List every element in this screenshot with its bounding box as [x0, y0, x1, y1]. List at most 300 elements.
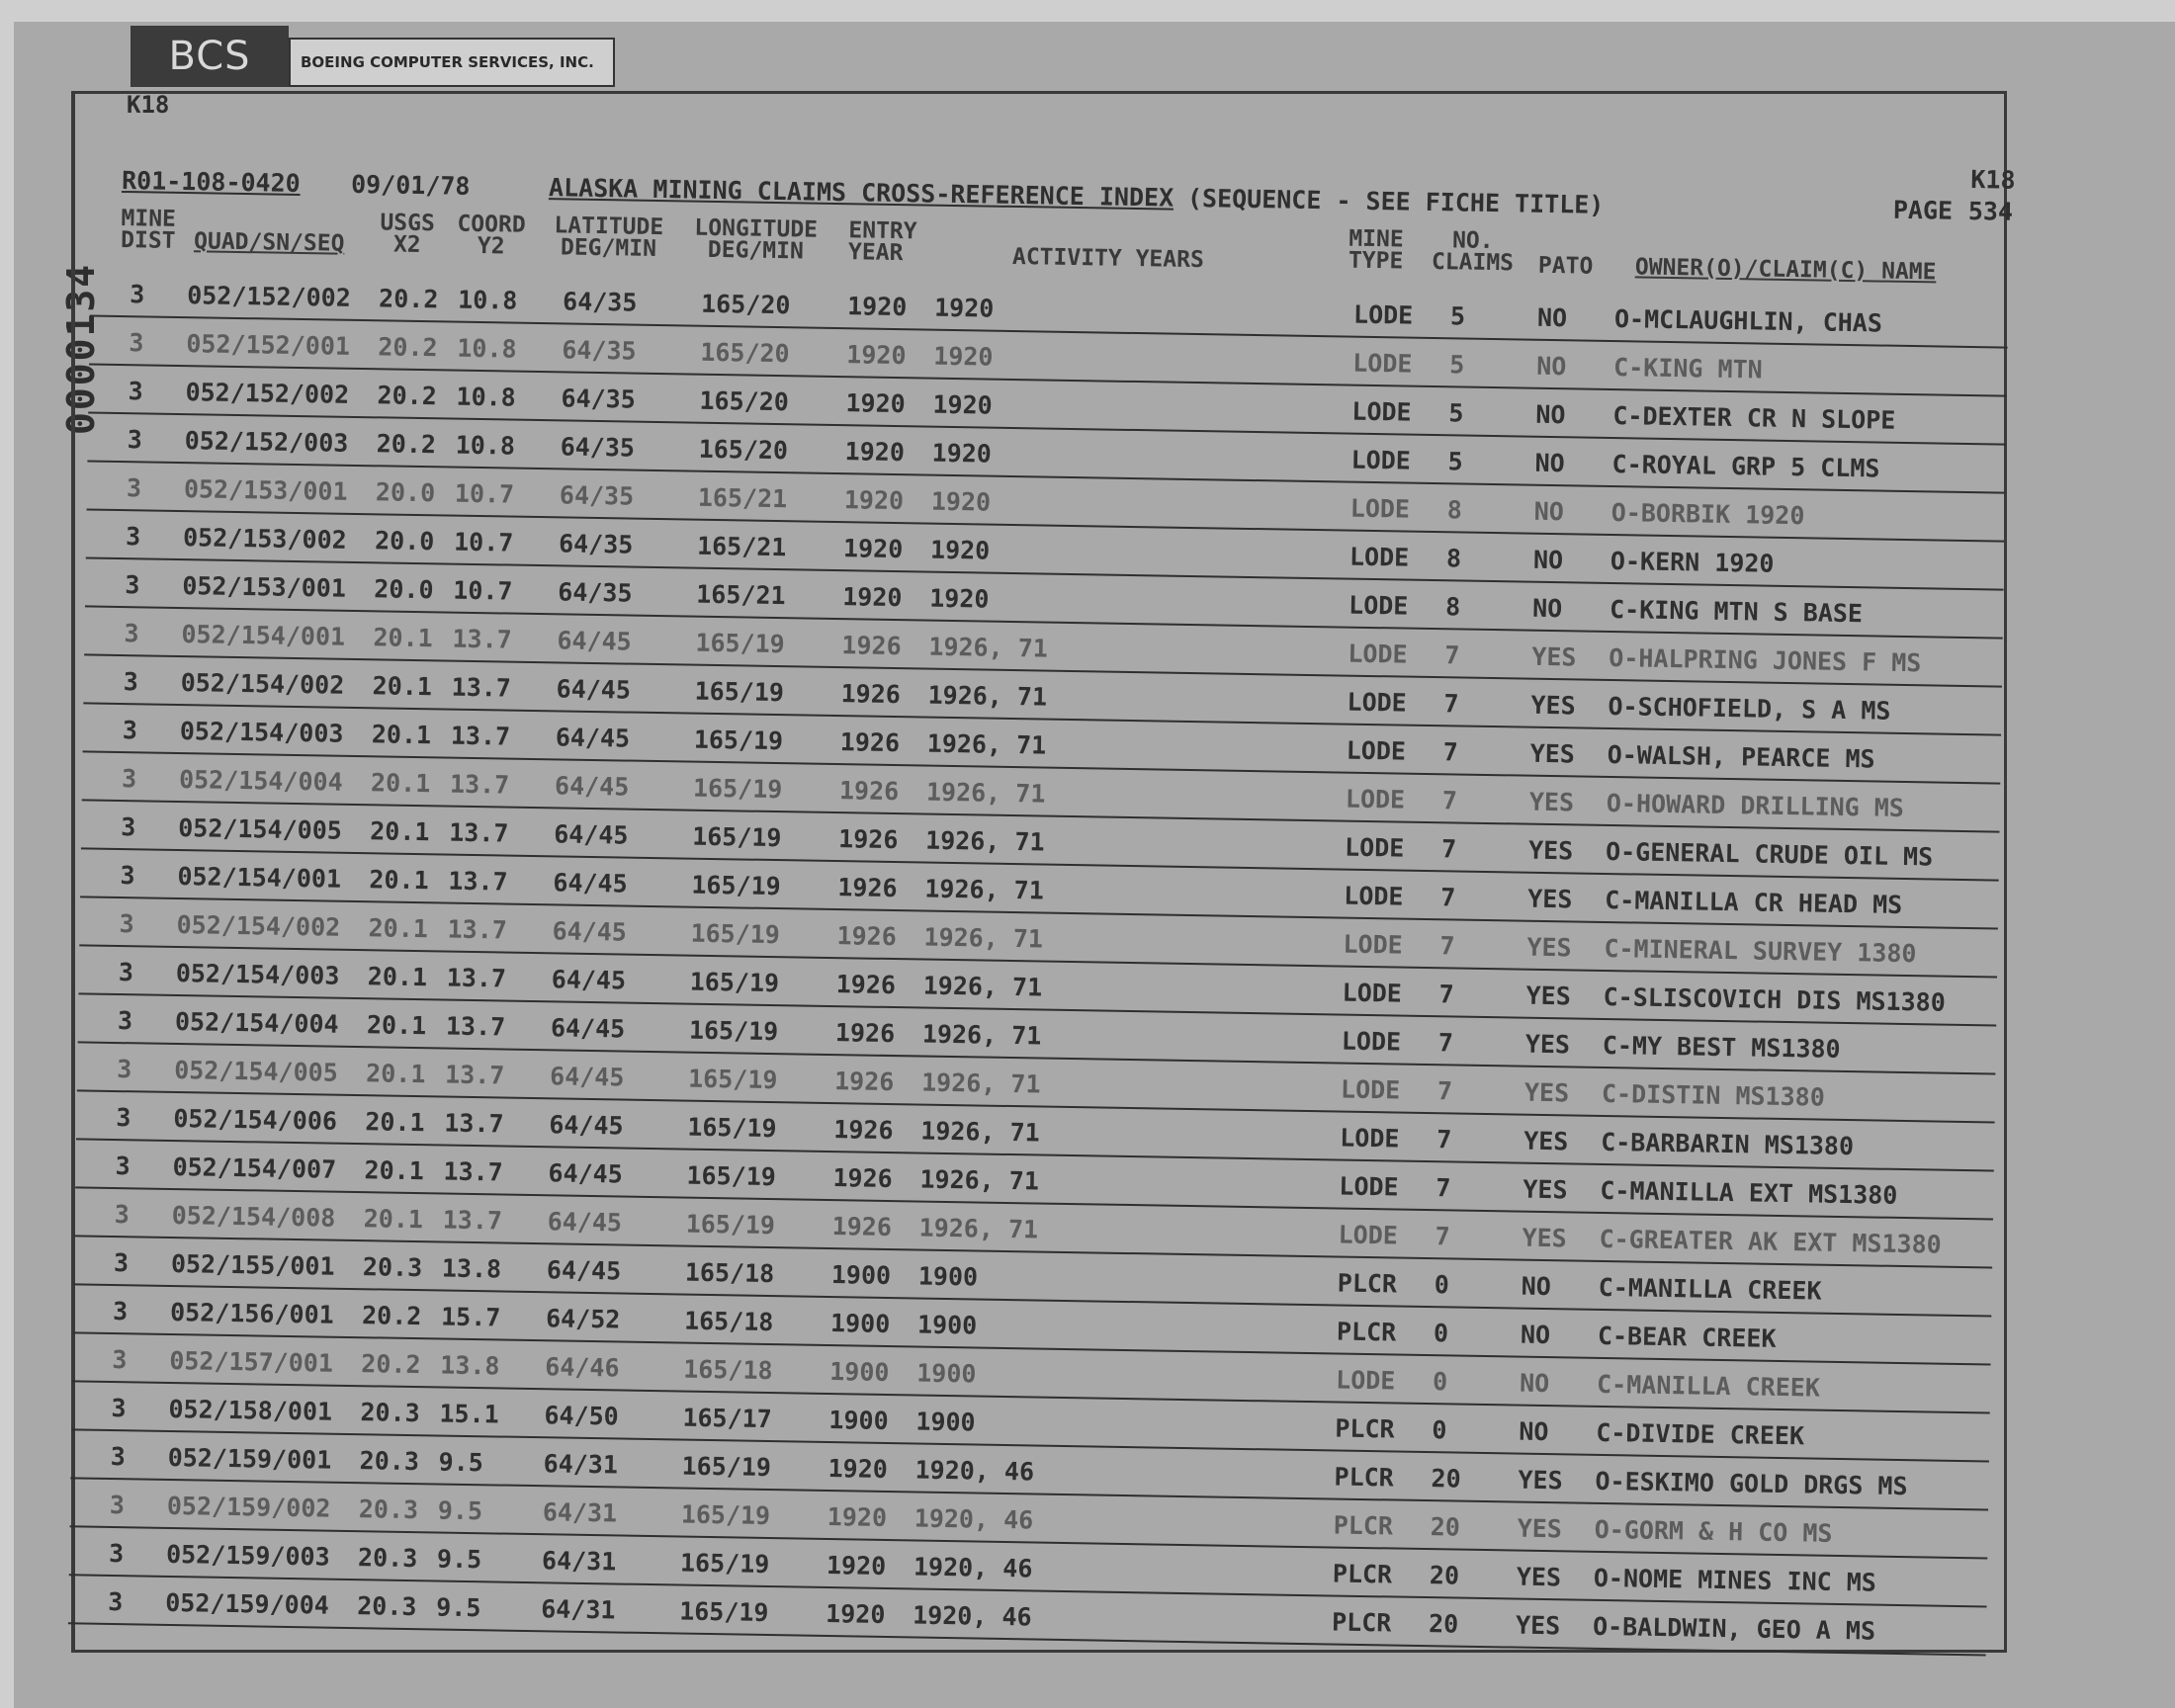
cell-quad: 052/154/004 [174, 1007, 339, 1039]
header-activity-years: ACTIVITY YEARS [1011, 243, 1205, 274]
cell-entry: 1926 [841, 631, 902, 661]
cell-claims: 20 [1429, 1561, 1460, 1590]
cell-x2: 20.0 [374, 526, 435, 556]
cell-quad: 052/153/001 [182, 571, 347, 603]
cell-claims: 0 [1434, 1270, 1450, 1300]
cell-x2: 20.2 [361, 1301, 422, 1331]
cell-type: LODE [1352, 299, 1414, 330]
cell-dist: 3 [115, 1152, 130, 1181]
cell-type: PLCR [1331, 1607, 1392, 1638]
cell-owner: C-MANILLA CREEK [1596, 1369, 1821, 1403]
cell-x2: 20.1 [365, 1107, 425, 1138]
cell-claims: 7 [1440, 834, 1457, 864]
cell-lat: 64/45 [547, 1207, 623, 1238]
cell-pato: YES [1526, 932, 1572, 963]
cell-pato: YES [1515, 1610, 1561, 1641]
cell-dist: 3 [117, 1006, 133, 1036]
cell-lat: 64/45 [553, 819, 629, 850]
cell-owner: O-BALDWIN, GEO A MS [1592, 1611, 1876, 1646]
cell-owner: C-MANILLA CR HEAD MS [1605, 885, 1903, 919]
cell-claims: 8 [1446, 495, 1463, 525]
cell-entry: 1920 [845, 388, 906, 419]
cell-pato: YES [1529, 738, 1576, 769]
cell-owner: O-NOME MINES INC MS [1593, 1563, 1877, 1597]
cell-activity: 1920, 46 [913, 1552, 1033, 1583]
cell-owner: O-GORM & H CO MS [1594, 1514, 1833, 1548]
cell-y2: 13.7 [448, 817, 509, 848]
cell-y2: 10.8 [455, 430, 516, 461]
cell-owner: O-SCHOFIELD, S A MS [1608, 691, 1891, 726]
cell-quad: 052/154/007 [172, 1152, 337, 1184]
cell-lon: 165/18 [683, 1306, 774, 1337]
cell-type: PLCR [1332, 1559, 1393, 1589]
cell-x2: 20.1 [368, 913, 429, 944]
header-longitude: LONGITUDE DEG/MIN [694, 214, 819, 265]
cell-lat: 64/45 [555, 723, 631, 753]
cell-claims: 7 [1442, 737, 1459, 767]
cell-y2: 10.7 [453, 527, 514, 557]
cell-quad: 052/159/004 [165, 1587, 330, 1620]
cell-dist: 3 [118, 958, 134, 987]
cell-lat: 64/45 [548, 1158, 624, 1189]
cell-lat: 64/45 [556, 674, 632, 705]
cell-quad: 052/154/003 [179, 717, 344, 748]
cell-pato: YES [1530, 690, 1576, 721]
cell-owner: O-MCLAUGHLIN, CHAS [1613, 304, 1883, 338]
cell-dist: 3 [116, 1103, 131, 1133]
cell-claims: 7 [1438, 980, 1454, 1009]
cell-lon: 165/19 [691, 821, 782, 853]
cell-quad: 052/154/002 [180, 668, 345, 700]
cell-claims: 7 [1441, 786, 1458, 815]
cell-quad: 052/158/001 [168, 1394, 333, 1426]
cell-quad: 052/156/001 [169, 1297, 334, 1329]
cell-activity: 1920, 46 [912, 1600, 1032, 1632]
cell-x2: 20.2 [378, 284, 439, 314]
cell-lon: 165/19 [681, 1451, 772, 1483]
cell-lat: 64/35 [562, 335, 637, 366]
report-page [97, 128, 2030, 1682]
cell-quad: 052/154/004 [178, 765, 343, 797]
cell-quad: 052/154/001 [181, 620, 346, 651]
cell-entry: 1926 [831, 1212, 893, 1242]
cell-owner: C-DISTIN MS1380 [1601, 1078, 1826, 1112]
cell-y2: 13.7 [449, 769, 510, 800]
header-mine-type: MINE TYPE [1348, 225, 1404, 275]
cell-activity: 1926, 71 [923, 922, 1044, 954]
cell-dist: 3 [127, 425, 143, 455]
cell-quad: 052/159/001 [167, 1442, 332, 1475]
cell-type: PLCR [1335, 1413, 1395, 1444]
cell-pato: NO [1519, 1368, 1550, 1399]
cell-entry: 1926 [834, 1018, 896, 1049]
report-sequence: (SEQUENCE - SEE FICHE TITLE) [1186, 183, 1605, 219]
cell-entry: 1926 [840, 679, 902, 710]
cell-pato: NO [1532, 545, 1564, 575]
cell-lon: 165/19 [691, 870, 781, 901]
cell-owner: C-DIVIDE CREEK [1596, 1417, 1805, 1451]
cell-x2: 20.3 [357, 1591, 417, 1622]
cell-claims: 5 [1448, 350, 1465, 380]
cell-entry: 1926 [837, 873, 898, 903]
cell-pato: YES [1522, 1126, 1569, 1156]
cell-type: PLCR [1336, 1317, 1397, 1347]
cell-entry: 1920 [842, 534, 904, 564]
cell-pato: YES [1528, 787, 1575, 817]
cell-y2: 13.8 [440, 1350, 500, 1381]
cell-dist: 3 [129, 280, 145, 309]
cell-claims: 8 [1445, 544, 1462, 573]
cell-claims: 7 [1444, 640, 1460, 670]
cell-x2: 20.2 [361, 1349, 421, 1380]
cell-type: LODE [1347, 687, 1408, 718]
cell-lat: 64/35 [562, 287, 638, 317]
cell-y2: 9.5 [438, 1447, 484, 1478]
cell-claims: 7 [1439, 931, 1455, 961]
cell-entry: 1920 [826, 1551, 887, 1581]
cell-claims: 7 [1435, 1222, 1450, 1251]
cell-x2: 20.2 [376, 429, 437, 460]
page-number: 534 [1967, 196, 2014, 226]
cell-lon: 165/20 [699, 385, 790, 417]
cell-quad: 052/154/001 [177, 862, 342, 894]
cell-activity: 1926, 71 [924, 874, 1045, 905]
cell-y2: 15.1 [439, 1399, 499, 1429]
cell-quad: 052/152/003 [184, 426, 349, 458]
cell-y2: 13.7 [444, 1060, 505, 1090]
cell-activity: 1920 [932, 389, 993, 420]
cell-activity: 1926, 71 [920, 1068, 1041, 1099]
page-label: PAGE [1892, 195, 1954, 225]
cell-lon: 165/19 [693, 725, 784, 756]
cell-lon: 165/19 [686, 1160, 777, 1192]
cell-lat: 64/45 [549, 1110, 624, 1141]
cell-x2: 20.1 [365, 1059, 426, 1089]
cell-type: LODE [1350, 445, 1412, 475]
cell-y2: 9.5 [437, 1495, 483, 1526]
cell-lon: 165/19 [679, 1548, 770, 1580]
cell-type: LODE [1342, 978, 1403, 1008]
cell-y2: 9.5 [436, 1592, 481, 1623]
cell-entry: 1926 [837, 824, 899, 855]
cell-type: LODE [1348, 542, 1410, 572]
cell-type: LODE [1338, 1220, 1399, 1250]
cell-activity: 1920 [933, 341, 994, 372]
cell-owner: O-HALPRING JONES F MS [1609, 643, 1922, 678]
report-date: 09/01/78 [350, 169, 471, 201]
cell-activity: 1926, 71 [921, 1019, 1042, 1051]
cell-owner: O-KERN 1920 [1610, 547, 1775, 578]
cell-lon: 165/20 [700, 289, 791, 320]
cell-lon: 165/21 [696, 579, 786, 611]
cell-pato: YES [1525, 981, 1572, 1011]
cell-entry: 1926 [838, 776, 900, 807]
cell-quad: 052/159/002 [166, 1491, 331, 1523]
cell-owner: O-WALSH, PEARCE MS [1607, 739, 1875, 774]
cell-claims: 20 [1430, 1512, 1461, 1542]
cell-lon: 165/21 [697, 482, 788, 514]
cell-pato: YES [1522, 1174, 1568, 1205]
cell-lat: 64/45 [552, 916, 628, 947]
cell-lat: 64/45 [551, 965, 627, 995]
cell-entry: 1900 [829, 1357, 890, 1388]
cell-pato: YES [1517, 1513, 1563, 1544]
header-no-claims: NO. CLAIMS [1431, 227, 1515, 277]
header-usgs: USGS X2 [380, 210, 436, 259]
cell-dist: 3 [112, 1344, 128, 1375]
cell-dist: 3 [108, 1586, 124, 1617]
cell-y2: 13.7 [451, 672, 512, 703]
cell-pato: YES [1523, 1077, 1570, 1108]
cell-type: LODE [1343, 929, 1403, 960]
cell-owner: C-GREATER AK EXT MS1380 [1599, 1224, 1942, 1259]
cell-dist: 3 [109, 1490, 126, 1520]
cell-x2: 20.3 [359, 1446, 420, 1477]
cell-lon: 165/20 [700, 337, 790, 369]
cell-quad: 052/154/005 [173, 1055, 339, 1087]
cell-owner: O-GENERAL CRUDE OIL MS [1605, 836, 1934, 872]
cell-dist: 3 [125, 522, 141, 552]
cell-claims: 20 [1428, 1609, 1459, 1639]
cell-x2: 20.1 [370, 816, 430, 847]
cell-quad: 052/157/001 [169, 1345, 334, 1378]
cell-dist: 3 [113, 1248, 130, 1278]
cell-owner: C-KING MTN [1612, 353, 1763, 384]
cell-lon: 165/19 [687, 1064, 778, 1095]
cell-lat: 64/31 [540, 1594, 616, 1625]
cell-owner: O-HOWARD DRILLING MS [1606, 788, 1905, 822]
cell-entry: 1900 [830, 1260, 892, 1291]
cell-lon: 165/18 [683, 1354, 773, 1386]
cell-entry: 1926 [835, 970, 897, 1000]
cell-activity: 1926, 71 [926, 728, 1047, 760]
cell-pato: YES [1524, 1029, 1571, 1060]
cell-entry: 1920 [825, 1598, 886, 1629]
cell-activity: 1900 [916, 1310, 978, 1340]
cell-dist: 3 [125, 570, 140, 600]
cell-activity: 1920 [929, 535, 991, 565]
cell-owner: C-ROYAL GRP 5 CLMS [1611, 450, 1880, 483]
bcs-logo: BCS [130, 26, 289, 87]
cell-pato: YES [1531, 641, 1577, 672]
side-fiche-number: 0000134 [59, 262, 103, 435]
cell-dist: 3 [116, 1055, 132, 1084]
cell-owner: C-MINERAL SURVEY 1380 [1604, 933, 1917, 969]
cell-pato: NO [1521, 1271, 1552, 1302]
cell-activity: 1900 [915, 1407, 976, 1437]
cell-claims: 7 [1437, 1028, 1454, 1058]
cell-lon: 165/19 [694, 676, 785, 708]
header-coord: COORD Y2 [457, 211, 526, 260]
cell-y2: 10.7 [453, 575, 513, 606]
cell-entry: 1926 [833, 1067, 895, 1097]
cell-activity: 1900 [915, 1358, 977, 1389]
cell-y2: 13.8 [441, 1253, 502, 1284]
cell-quad: 052/152/001 [186, 329, 351, 361]
header-quad: QUAD/SN/SEQ [193, 228, 345, 257]
cell-quad: 052/159/003 [165, 1539, 330, 1572]
header-pato: PATO [1537, 252, 1594, 280]
cell-owner: C-MANILLA CREEK [1598, 1272, 1822, 1306]
cell-activity: 1926, 71 [925, 777, 1046, 809]
cell-entry: 1920 [846, 292, 908, 322]
cell-dist: 3 [120, 861, 135, 891]
cell-lat: 64/35 [558, 577, 633, 608]
cell-y2: 10.8 [456, 382, 517, 412]
cell-pato: NO [1519, 1416, 1549, 1447]
cell-pato: YES [1518, 1465, 1563, 1495]
cell-activity: 1920 [928, 583, 990, 614]
cell-type: LODE [1335, 1365, 1396, 1396]
cell-lat: 64/45 [550, 1013, 626, 1044]
cell-x2: 20.1 [370, 768, 431, 799]
cell-type: LODE [1339, 1123, 1400, 1153]
cell-entry: 1920 [846, 340, 907, 371]
cell-owner: O-ESKIMO GOLD DRGS MS [1595, 1466, 1908, 1501]
cell-quad: 052/152/002 [185, 378, 350, 409]
cell-type: LODE [1351, 396, 1412, 427]
cell-lon: 165/19 [690, 918, 781, 950]
cell-lat: 64/45 [557, 626, 632, 656]
cell-pato: YES [1522, 1223, 1567, 1253]
cell-pato: YES [1516, 1562, 1562, 1592]
cell-dist: 3 [128, 377, 143, 406]
cell-type: LODE [1351, 348, 1413, 379]
cell-activity: 1926, 71 [920, 1116, 1040, 1148]
cell-dist: 3 [114, 1200, 130, 1230]
cell-activity: 1926, 71 [922, 971, 1043, 1002]
cell-lon: 165/19 [689, 967, 780, 998]
cell-dist: 3 [129, 328, 144, 358]
cell-x2: 20.1 [364, 1155, 425, 1186]
cell-quad: 052/153/001 [183, 474, 348, 506]
cell-type: LODE [1339, 1171, 1399, 1202]
cell-quad: 052/154/006 [173, 1103, 338, 1136]
cell-claims: 7 [1443, 689, 1459, 719]
cell-y2: 13.7 [446, 963, 507, 993]
cell-x2: 20.2 [377, 381, 438, 411]
cell-activity: 1920, 46 [914, 1503, 1034, 1535]
company-name: BOEING COMPUTER SERVICES, INC. [289, 38, 615, 87]
cell-owner: C-KING MTN S BASE [1609, 595, 1864, 629]
cell-pato: NO [1535, 399, 1566, 430]
cell-x2: 20.2 [378, 332, 438, 363]
cell-owner: C-DEXTER CR N SLOPE [1612, 401, 1896, 435]
cell-quad: 052/154/002 [176, 910, 341, 942]
cell-dist: 3 [112, 1297, 129, 1326]
cell-activity: 1920 [933, 293, 995, 323]
cell-x2: 20.1 [367, 962, 428, 992]
cell-claims: 5 [1448, 398, 1464, 428]
header-entry-year: ENTRY YEAR [847, 217, 917, 267]
cell-activity: 1926, 71 [918, 1213, 1039, 1244]
cell-quad: 052/153/002 [182, 523, 347, 555]
frame-tag: K18 [127, 91, 170, 119]
cell-lat: 64/31 [542, 1497, 618, 1528]
cell-claims: 7 [1436, 1173, 1451, 1203]
cell-quad: 052/154/008 [171, 1200, 336, 1233]
cell-entry: 1926 [836, 921, 898, 952]
cell-lat: 64/45 [553, 868, 628, 898]
cell-type: LODE [1348, 590, 1409, 621]
header-mine-dist: MINE DIST [120, 205, 177, 254]
cell-x2: 20.1 [366, 1010, 427, 1041]
cell-lon: 165/17 [682, 1403, 772, 1434]
cell-y2: 13.7 [452, 624, 512, 654]
cell-dist: 3 [108, 1538, 125, 1569]
cell-dist: 3 [119, 909, 134, 939]
cell-entry: 1920 [844, 437, 906, 468]
cell-lat: 64/35 [560, 432, 636, 463]
cell-claims: 20 [1431, 1464, 1461, 1494]
corner-tag: K18 [1970, 165, 2016, 195]
cell-dist: 3 [123, 667, 139, 697]
cell-activity: 1920, 46 [914, 1455, 1035, 1487]
cell-activity: 1926, 71 [927, 680, 1048, 712]
cell-type: LODE [1340, 1074, 1401, 1105]
cell-lon: 165/19 [687, 1112, 777, 1144]
cell-lat: 64/35 [561, 384, 637, 414]
cell-dist: 3 [121, 812, 136, 842]
cell-lat: 64/46 [545, 1352, 620, 1383]
report-id: R01-108-0420 [121, 165, 301, 198]
header-latitude: LATITUDE DEG/MIN [554, 213, 664, 262]
cell-dist: 3 [126, 473, 142, 503]
cell-entry: 1926 [839, 727, 901, 758]
cell-x2: 20.1 [363, 1204, 424, 1235]
cell-x2: 20.1 [373, 623, 433, 653]
cell-lat: 64/35 [559, 480, 635, 511]
cell-entry: 1926 [832, 1163, 893, 1194]
cell-lat: 64/31 [541, 1546, 617, 1577]
cell-owner: C-BARBARIN MS1380 [1600, 1127, 1855, 1161]
cell-dist: 3 [111, 1393, 127, 1423]
cell-x2: 20.3 [358, 1494, 419, 1525]
cell-x2: 20.3 [360, 1398, 420, 1428]
cell-y2: 9.5 [436, 1544, 482, 1575]
cell-lon: 165/21 [696, 531, 787, 562]
cell-entry: 1920 [843, 485, 905, 516]
cell-claims: 0 [1433, 1319, 1449, 1348]
cell-lon: 165/19 [685, 1209, 776, 1240]
cell-type: PLCR [1333, 1510, 1394, 1541]
cell-claims: 7 [1436, 1125, 1452, 1154]
cell-activity: 1900 [917, 1261, 979, 1292]
cell-x2: 20.1 [371, 720, 432, 750]
cell-lat: 64/52 [545, 1304, 621, 1334]
cell-claims: 5 [1447, 447, 1463, 476]
cell-lon: 165/19 [688, 1015, 779, 1047]
cell-x2: 20.3 [362, 1252, 423, 1283]
cell-pato: NO [1533, 496, 1565, 527]
cell-activity: 1926, 71 [928, 632, 1049, 663]
cell-type: LODE [1341, 1026, 1402, 1057]
cell-type: LODE [1344, 881, 1404, 911]
cell-pato: YES [1527, 835, 1574, 866]
cell-activity: 1920 [931, 438, 993, 469]
cell-owner: C-BEAR CREEK [1597, 1321, 1777, 1353]
cell-lat: 64/45 [546, 1255, 622, 1286]
cell-y2: 13.7 [442, 1205, 503, 1236]
cell-type: LODE [1349, 493, 1411, 524]
cell-quad: 052/152/002 [186, 281, 352, 312]
header-owner: OWNER(O)/CLAIM(C) NAME [1634, 254, 1937, 286]
cell-pato: NO [1536, 302, 1568, 333]
cell-lat: 64/50 [544, 1401, 619, 1431]
cell-x2: 20.1 [369, 865, 429, 896]
cell-lat: 64/45 [554, 771, 630, 802]
cell-lon: 165/20 [698, 434, 789, 466]
